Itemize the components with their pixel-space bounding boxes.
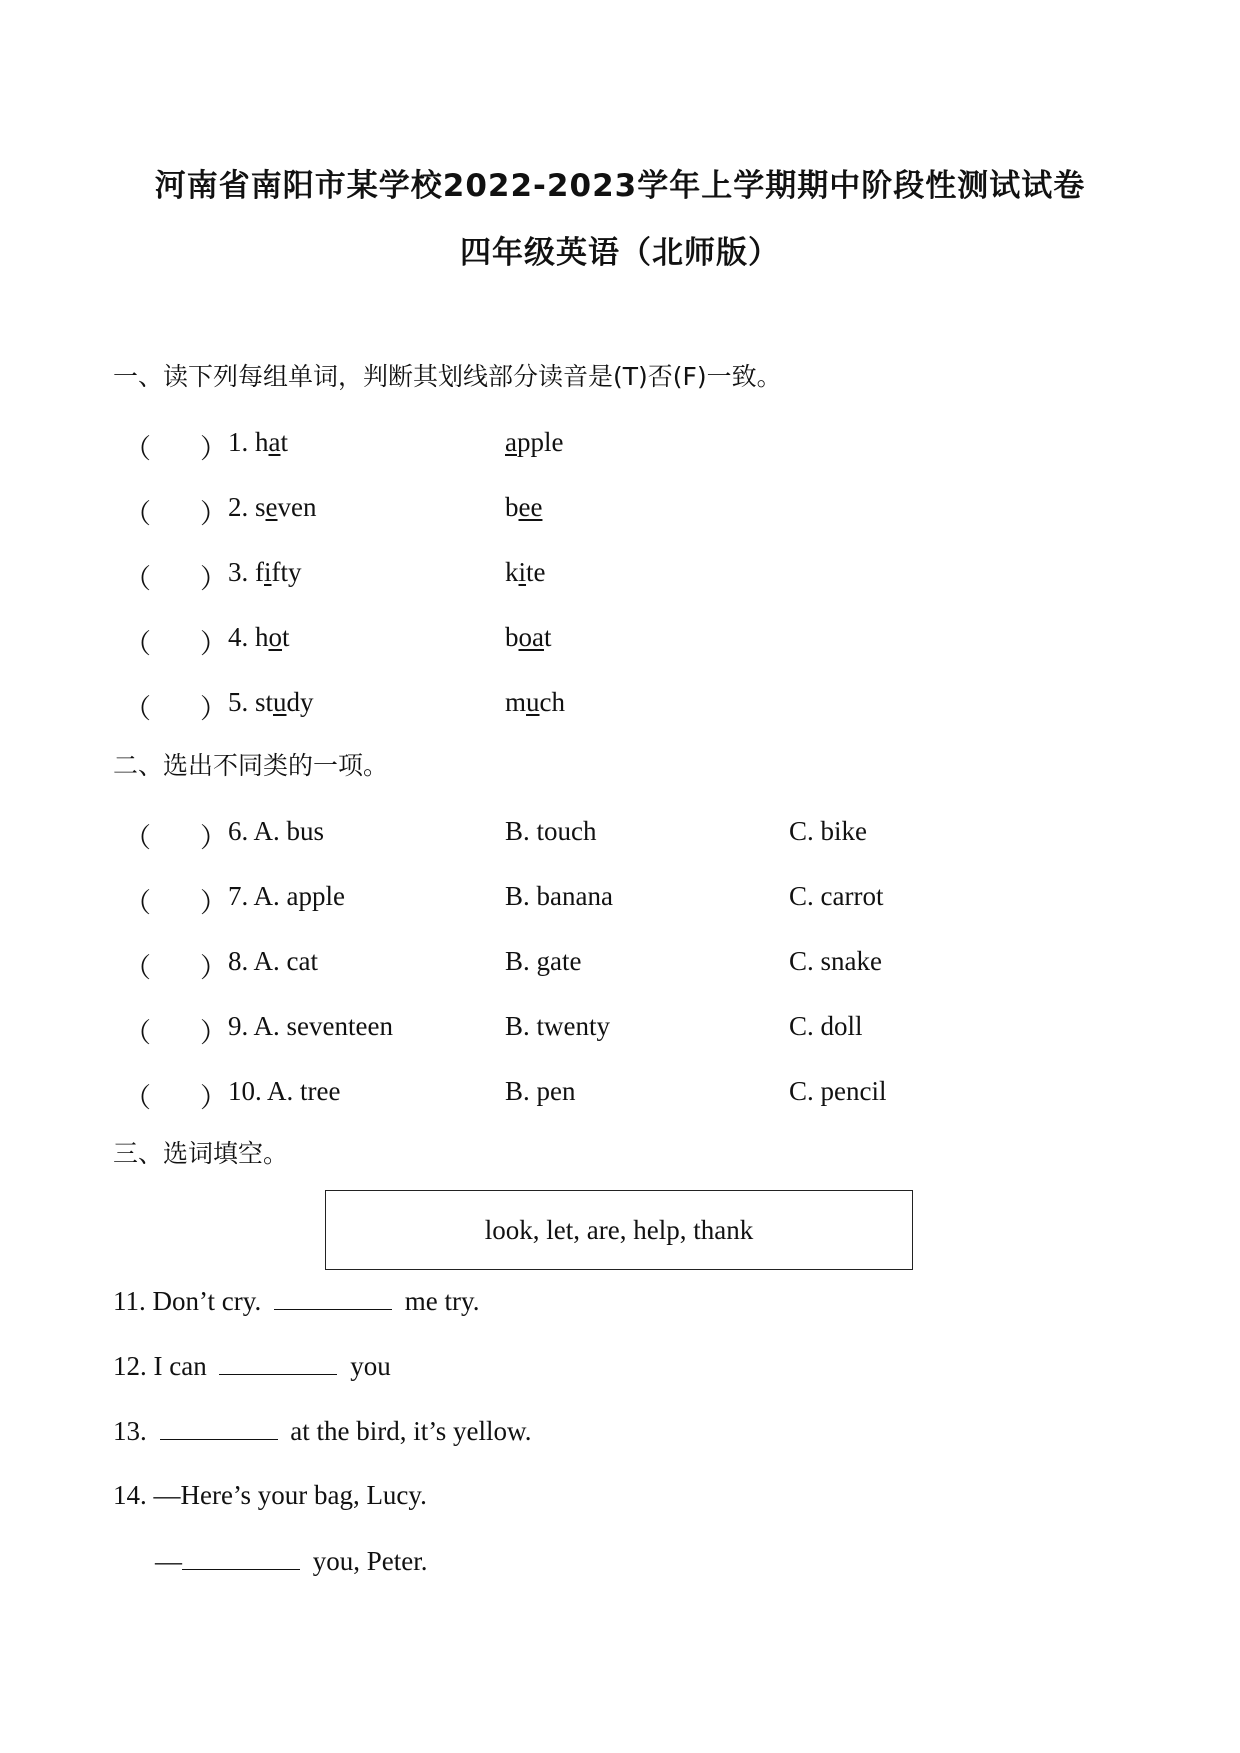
answer-paren-open[interactable]: （ — [124, 1083, 151, 1113]
underlined-part: u — [273, 687, 287, 717]
question-14-line2 — [155, 1545, 428, 1577]
word-bank: look, let, are, help, thank — [484, 1214, 754, 1245]
answer-paren-open[interactable]: （ — [124, 888, 151, 918]
underlined-part: oa — [518, 622, 544, 652]
answer-paren-close: ） — [200, 629, 227, 659]
word-2: kite — [505, 557, 546, 587]
option-c: C. snake — [789, 946, 882, 976]
section2-item — [0, 1076, 1240, 1116]
q14-blank[interactable] — [182, 1545, 300, 1570]
word-1: 3. fifty — [228, 557, 302, 587]
q11-blank[interactable] — [274, 1285, 392, 1310]
q14-text-after: you, Peter. — [312, 1546, 428, 1576]
option-c: C. doll — [789, 1011, 863, 1041]
answer-paren-open[interactable]: （ — [124, 1018, 151, 1048]
underlined-part: i — [518, 557, 527, 587]
answer-paren-close: ） — [200, 888, 227, 918]
q13-text-before: 13. — [113, 1416, 147, 1446]
answer-paren-open[interactable]: （ — [124, 434, 151, 464]
q13-text-after: at the bird, it’s yellow. — [290, 1416, 532, 1446]
section1-item — [0, 622, 1240, 662]
exam-title: 河南省南阳市某学校2022-2023学年上学期期中阶段性测试试卷 — [154, 168, 1086, 204]
answer-paren-open[interactable]: （ — [124, 953, 151, 983]
answer-paren-open[interactable]: （ — [124, 694, 151, 724]
answer-paren-close: ） — [200, 823, 227, 853]
answer-paren-close: ） — [200, 434, 227, 464]
underlined-part: a — [268, 427, 281, 457]
answer-paren-close: ） — [200, 564, 227, 594]
section2-item — [0, 816, 1240, 856]
section1-item — [0, 492, 1240, 532]
q12-text-before: 12. I can — [113, 1351, 207, 1381]
answer-paren-close: ） — [200, 1083, 227, 1113]
section2-item — [0, 946, 1240, 986]
option-a: 7. A. apple — [228, 881, 345, 911]
word-1: 5. study — [228, 687, 314, 717]
word-1: 2. seven — [228, 492, 317, 522]
answer-paren-close: ） — [200, 694, 227, 724]
section1-item — [0, 557, 1240, 597]
word-2: bee — [505, 492, 543, 522]
option-a: 9. A. seventeen — [228, 1011, 393, 1041]
word-2: much — [505, 687, 565, 717]
underlined-part: a — [505, 427, 517, 457]
answer-paren-close: ） — [200, 1018, 227, 1048]
option-b: B. banana — [505, 881, 613, 911]
option-b: B. pen — [505, 1076, 576, 1106]
section3-heading: 三、选词填空。 — [113, 1139, 289, 1168]
section2-item — [0, 1011, 1240, 1051]
word-2: apple — [505, 427, 564, 457]
q11-text-before: 11. Don’t cry. — [113, 1286, 262, 1316]
section2-item — [0, 881, 1240, 921]
section1-heading: 一、读下列每组单词，判断其划线部分读音是(T)否(F)一致。 — [113, 362, 782, 391]
q12-text-after: you — [350, 1351, 391, 1381]
option-b: B. twenty — [505, 1011, 610, 1041]
option-a: 6. A. bus — [228, 816, 325, 846]
answer-paren-open[interactable]: （ — [124, 629, 151, 659]
underlined-part: i — [264, 557, 272, 587]
option-a: 10. A. tree — [228, 1076, 341, 1106]
question-11 — [113, 1285, 479, 1317]
word-1: 1. hat — [228, 427, 288, 457]
q12-blank[interactable] — [219, 1350, 337, 1375]
underlined-part: o — [268, 622, 282, 652]
option-b: B. gate — [505, 946, 582, 976]
q14-dash: — — [155, 1546, 182, 1576]
section1-item — [0, 687, 1240, 727]
underlined-part: u — [526, 687, 540, 717]
underlined-part: ee — [518, 492, 543, 522]
answer-paren-close: ） — [200, 499, 227, 529]
option-b: B. touch — [505, 816, 597, 846]
underlined-part: e — [265, 492, 278, 522]
option-a: 8. A. cat — [228, 946, 318, 976]
option-c: C. pencil — [789, 1076, 887, 1106]
exam-subtitle: 四年级英语（北师版） — [460, 235, 780, 271]
answer-paren-close: ） — [200, 953, 227, 983]
q11-text-after: me try. — [404, 1286, 480, 1316]
word-2: boat — [505, 622, 552, 652]
question-12 — [113, 1350, 391, 1382]
answer-paren-open[interactable]: （ — [124, 499, 151, 529]
word-bank-box — [325, 1190, 913, 1270]
section1-item — [0, 427, 1240, 467]
answer-paren-open[interactable]: （ — [124, 823, 151, 853]
word-1: 4. hot — [228, 622, 290, 652]
answer-paren-open[interactable]: （ — [124, 564, 151, 594]
option-c: C. bike — [789, 816, 867, 846]
q13-blank[interactable] — [160, 1415, 278, 1440]
question-14-line1: 14. —Here’s your bag, Lucy. — [113, 1480, 427, 1510]
section2-heading: 二、选出不同类的一项。 — [113, 751, 389, 780]
question-13 — [113, 1415, 531, 1447]
option-c: C. carrot — [789, 881, 884, 911]
